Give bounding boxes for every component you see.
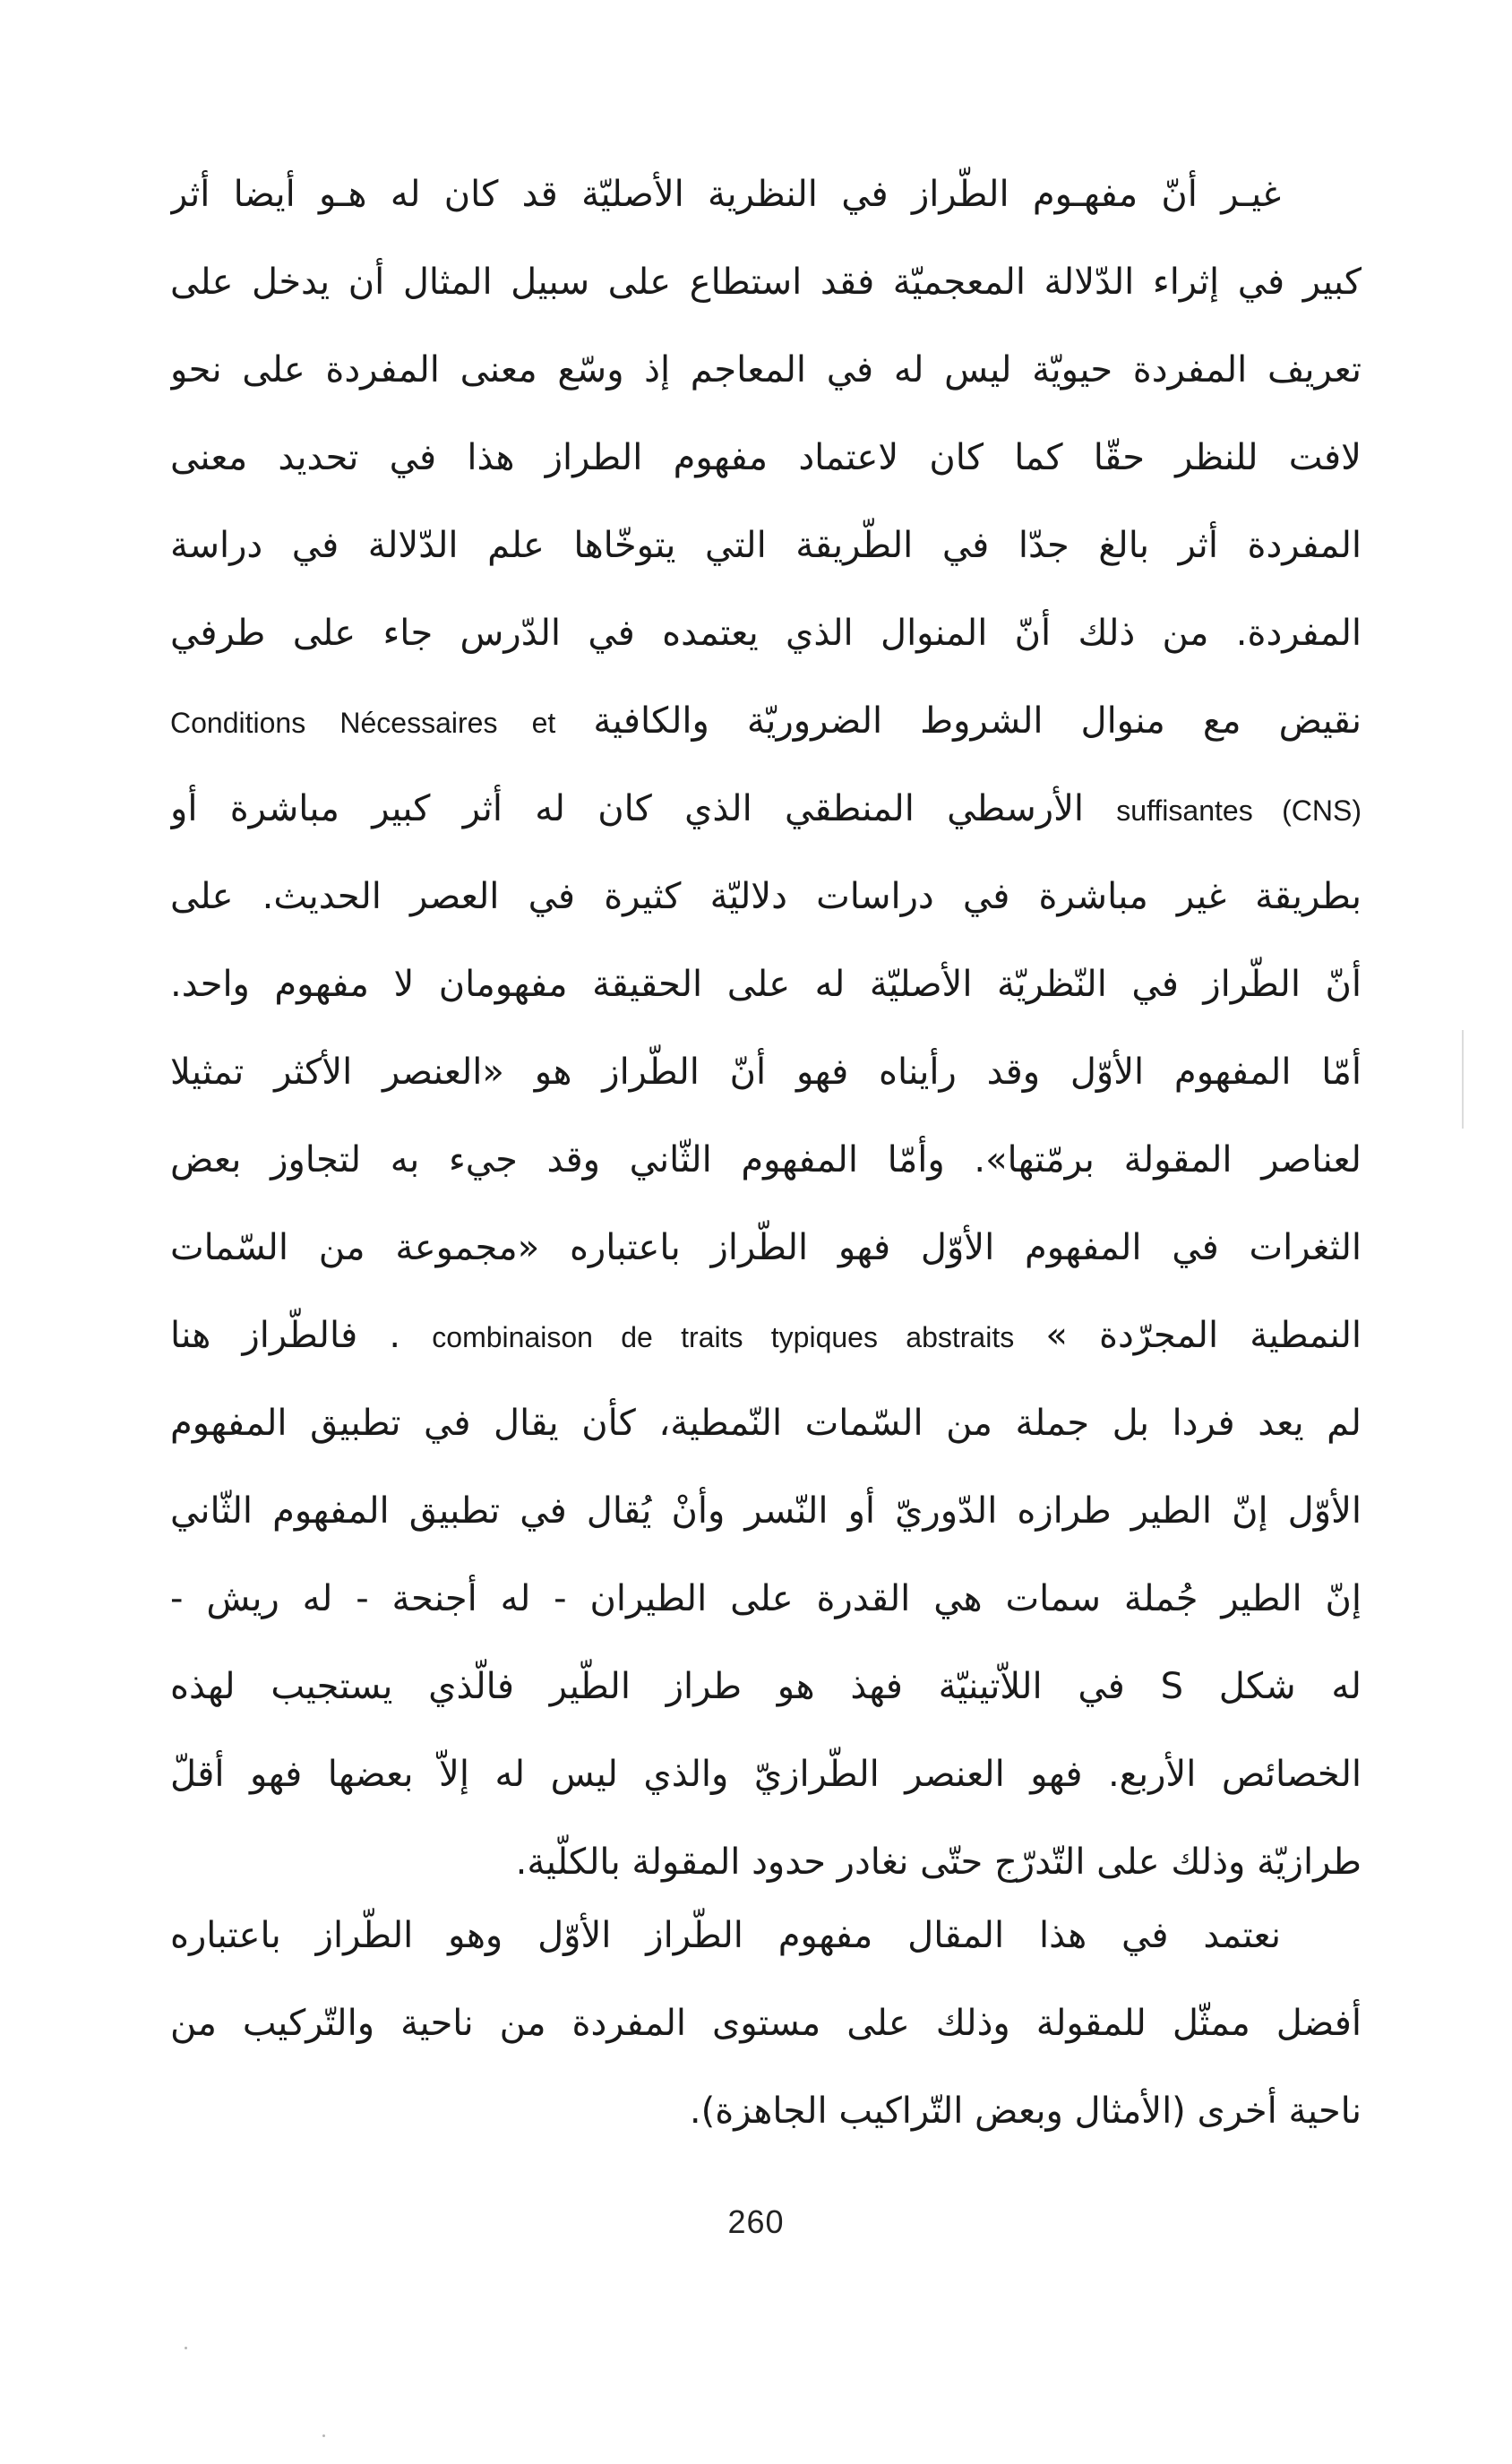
text-line: نعتمد في هذا المقال مفهوم الطّراز الأوّل وهو الطّراز باعتباره bbox=[170, 1915, 1281, 1956]
text-line: أمّا المفهوم الأوّل وقد رأيناه فهو أنّ الطّراز هو «العنصر الأكثر تمثيلا bbox=[170, 1052, 1362, 1093]
text-line: المفردة. من ذلك أنّ المنوال الذي يعتمده في الدّرس جاء على طرفي bbox=[170, 613, 1362, 654]
text-line: بطريقة غير مباشرة في دراسات دلاليّة كثيرة في العصر الحديث. على bbox=[170, 876, 1362, 917]
paragraph-1 bbox=[170, 150, 1362, 1906]
text-line: الخصائص الأربع. فهو العنصر الطّرازيّ والذي ليس له إلاّ بعضها فهو أقلّ bbox=[170, 1754, 1362, 1795]
text-line: المفردة أثر بالغ جدّا في الطّريقة التي يتوخّاها علم الدّلالة في دراسة bbox=[170, 525, 1362, 566]
text-line-mixed bbox=[170, 1292, 1362, 1379]
text-line: لافت للنظر حقّا كما كان لاعتماد مفهوم الطراز هذا في تحديد معنى bbox=[170, 437, 1362, 478]
latin-term: Conditions Nécessaires et bbox=[170, 707, 556, 739]
page-number: 260 bbox=[727, 2203, 785, 2240]
arabic-text: الأرسطي المنطقي الذي كان له أثر كبير مباشرة أو bbox=[170, 788, 1085, 829]
text-line: أفضل ممثّل للمقولة وذلك على مستوى المفردة من ناحية والتّركيب من bbox=[170, 2003, 1362, 2044]
closing-quote: » bbox=[1045, 1315, 1068, 1356]
scan-speck bbox=[322, 2434, 325, 2437]
arabic-text: النمطية المجرّدة bbox=[1098, 1315, 1362, 1356]
text-line: الثغرات في المفهوم الأوّل فهو الطّراز باعتباره «مجموعة من السّمات bbox=[170, 1227, 1362, 1268]
text-line-mixed bbox=[170, 677, 1362, 765]
arabic-text: نقيض مع منوال الشروط الضروريّة والكافية bbox=[593, 700, 1362, 742]
text-line-mixed bbox=[170, 765, 1362, 853]
scan-speck bbox=[185, 2347, 187, 2349]
text-line: أنّ الطّراز في النّظريّة الأصليّة له على الحقيقة مفهومان لا مفهوم واحد. bbox=[170, 964, 1362, 1005]
arabic-text: . فالطّراز هنا bbox=[170, 1315, 401, 1356]
text-line: إنّ الطير جُملة سمات هي القدرة على الطيران - له أجنحة - له ريش - bbox=[170, 1578, 1362, 1619]
latin-term: suffisantes (CNS) bbox=[1116, 794, 1362, 827]
scan-artifact bbox=[1462, 1030, 1464, 1129]
text-line: لم يعد فردا بل جملة من السّمات النّمطية، كأن يقال في تطبيق المفهوم bbox=[170, 1403, 1362, 1444]
text-line: غيـر أنّ مفهـوم الطّراز في النظرية الأصليّة قد كان له هـو أيضا أثر bbox=[170, 174, 1281, 215]
text-line: لعناصر المقولة برمّتها». وأمّا المفهوم الثّاني وقد جيء به لتجاوز بعض bbox=[170, 1139, 1362, 1180]
text-line: طرازيّة وذلك على التّدرّج حتّى نغادر حدود المقولة بالكلّية. bbox=[515, 1842, 1362, 1883]
text-line: الأوّل إنّ الطير طرازه الدّوريّ أو النّسر وأنْ يُقال في تطبيق المفهوم الثّاني bbox=[170, 1490, 1362, 1532]
paragraph-2 bbox=[170, 1892, 1362, 2155]
text-line: له شكل S في اللاّتينيّة فهذ هو طراز الطّير فالّذي يستجيب لهذه bbox=[170, 1666, 1362, 1707]
text-line: ناحية أخرى (الأمثال وبعض التّراكيب الجاهزة). bbox=[689, 2091, 1362, 2132]
text-line: كبير في إثراء الدّلالة المعجميّة فقد استطاع على سبيل المثال أن يدخل على bbox=[170, 262, 1362, 303]
text-line: تعريف المفردة حيويّة ليس له في المعاجم إذ وسّع معنى المفردة على نحو bbox=[170, 349, 1362, 391]
latin-term: combinaison de traits typiques abstraits bbox=[432, 1321, 1015, 1353]
